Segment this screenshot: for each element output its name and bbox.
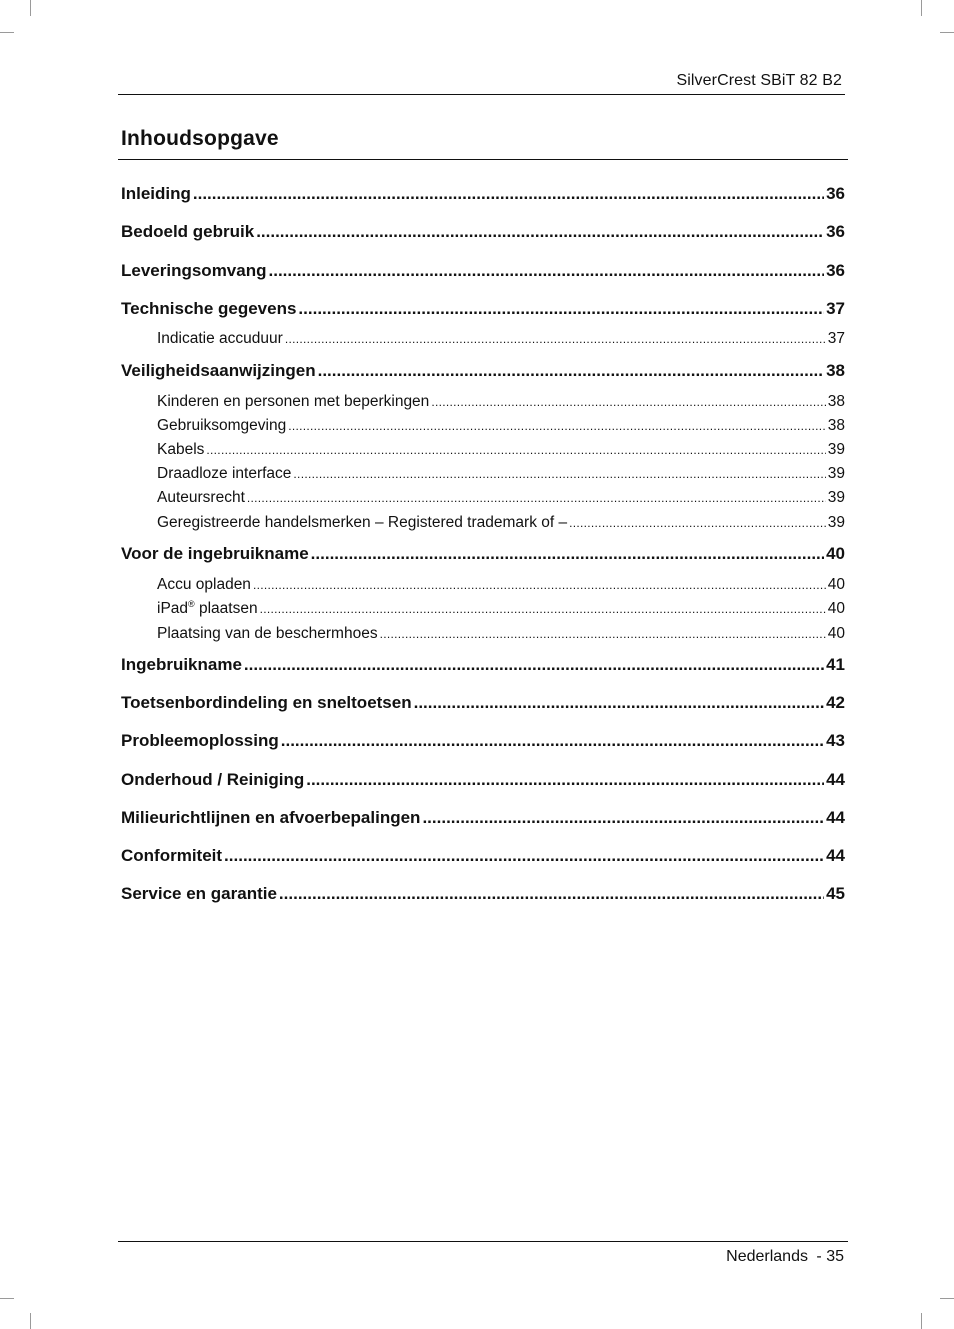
toc-leader [422, 807, 824, 829]
toc-label: Voor de ingebruikname [121, 544, 309, 563]
toc-label: Leveringsomvang [121, 261, 267, 280]
toc-leader [281, 730, 824, 752]
toc-page: 39 [827, 489, 845, 506]
toc-page: 36 [826, 222, 845, 241]
toc-page: 39 [827, 465, 845, 482]
toc-label: Bedoeld gebruik [121, 222, 255, 241]
toc-page: 42 [826, 693, 845, 712]
toc-entry-ingebruikname[interactable] [121, 654, 845, 676]
running-header: SilverCrest SBiT 82 B2 [676, 72, 842, 89]
toc-entry-gebruiksomgeving[interactable] [157, 416, 845, 436]
toc-leader [260, 599, 826, 619]
toc-entry-conformiteit[interactable] [121, 845, 845, 867]
toc-entry-auteursrecht[interactable] [157, 488, 845, 508]
toc-entry-service-en-garantie[interactable] [121, 883, 845, 905]
toc-page: 38 [826, 361, 845, 380]
toc-leader [224, 845, 824, 867]
toc-label: Inleiding [121, 184, 191, 203]
toc-label: Draadloze interface [157, 465, 292, 482]
crop-mark [940, 32, 954, 33]
toc-leader [244, 654, 824, 676]
toc-leader [318, 360, 824, 382]
toc-label: Toetsenbordindeling en sneltoetsen [121, 693, 412, 712]
toc-label: Veiligheidsaanwijzingen [121, 361, 316, 380]
toc-label: Gebruiksomgeving [157, 417, 287, 434]
toc-leader [380, 624, 826, 644]
toc-entry-accu-opladen[interactable] [157, 575, 845, 595]
toc-page: 44 [826, 770, 845, 789]
toc-label: Indicatie accuduur [157, 330, 283, 347]
toc-leader [298, 298, 824, 320]
toc-label: Kabels [157, 441, 205, 458]
toc-label: Technische gegevens [121, 299, 297, 318]
toc-label [157, 599, 258, 619]
toc-page: 37 [826, 299, 845, 318]
toc-page: 44 [826, 846, 845, 865]
toc-leader [569, 513, 826, 533]
toc-entry-kabels[interactable] [157, 440, 845, 460]
crop-mark [921, 0, 922, 16]
toc-entry-beschermhoes[interactable] [157, 624, 845, 644]
toc-leader [306, 769, 824, 791]
toc-page: 38 [827, 393, 845, 410]
toc-leader [279, 883, 824, 905]
toc-entry-probleemoplossing[interactable] [121, 730, 845, 752]
toc-leader [256, 221, 824, 243]
toc-entry-toetsenbordindeling[interactable] [121, 692, 845, 714]
crop-mark [940, 1298, 954, 1299]
toc-entry-indicatie-accuduur[interactable] [157, 329, 845, 349]
crop-mark [0, 1298, 14, 1299]
toc-page: 45 [826, 884, 845, 903]
toc-label: Geregistreerde handelsmerken – Registered trademark of – [157, 514, 568, 531]
crop-mark [0, 32, 14, 33]
toc-leader [288, 416, 826, 436]
toc-page: 44 [826, 808, 845, 827]
toc-leader [193, 183, 824, 205]
toc-entry-technische-gegevens[interactable] [121, 298, 845, 320]
page-number: 35 [826, 1248, 844, 1265]
title-rule [118, 159, 848, 160]
toc-label: Probleemoplossing [121, 731, 279, 750]
crop-mark [30, 1313, 31, 1329]
toc-entry-milieurichtlijnen[interactable] [121, 807, 845, 829]
toc-label: Milieurichtlijnen en afvoerbepalingen [121, 808, 421, 827]
toc-leader [311, 543, 824, 565]
toc-leader [431, 392, 825, 412]
toc-entry-handelsmerken[interactable] [157, 513, 845, 533]
toc-label: Ingebruikname [121, 655, 242, 674]
toc-leader [206, 440, 825, 460]
toc-leader [247, 488, 826, 508]
toc-page: 40 [826, 544, 845, 563]
toc-leader [269, 260, 825, 282]
footer-separator: - [816, 1248, 822, 1265]
header-rule [118, 94, 845, 95]
toc-leader [253, 575, 826, 595]
toc-page: 40 [827, 600, 845, 617]
toc-entry-kinderen[interactable] [157, 392, 845, 412]
toc-entry-onderhoud[interactable] [121, 769, 845, 791]
toc-page: 41 [826, 655, 845, 674]
toc-label: Plaatsing van de beschermhoes [157, 625, 378, 642]
toc-page: 40 [827, 576, 845, 593]
toc-entry-ipad-plaatsen[interactable] [157, 599, 845, 619]
page-title: Inhoudsopgave [121, 127, 279, 150]
footer-rule [118, 1241, 848, 1242]
toc-entry-inleiding[interactable] [121, 183, 845, 205]
toc-entry-bedoeld-gebruik[interactable] [121, 221, 845, 243]
toc-entry-voor-de-ingebruikname[interactable] [121, 543, 845, 565]
registered-mark: ® [188, 599, 195, 609]
toc-page: 36 [826, 184, 845, 203]
toc-label: Accu opladen [157, 576, 251, 593]
toc-leader [293, 464, 825, 484]
toc-page: 43 [826, 731, 845, 750]
toc-page: 39 [827, 514, 845, 531]
toc-page: 38 [827, 417, 845, 434]
toc-label-rest: plaatsen [194, 600, 258, 617]
crop-mark [30, 0, 31, 16]
toc-leader [285, 329, 826, 349]
footer-language: Nederlands [726, 1248, 808, 1265]
toc-entry-veiligheidsaanwijzingen[interactable] [121, 360, 845, 382]
toc-leader [414, 692, 824, 714]
toc-page: 39 [827, 441, 845, 458]
toc-label: Conformiteit [121, 846, 223, 865]
toc-entry-draadloze-interface[interactable] [157, 464, 845, 484]
toc-page: 36 [826, 261, 845, 280]
toc-entry-leveringsomvang[interactable] [121, 260, 845, 282]
crop-mark [921, 1313, 922, 1329]
toc-page: 40 [827, 625, 845, 642]
toc-label: Auteursrecht [157, 489, 245, 506]
running-footer [726, 1246, 844, 1268]
toc-label: Service en garantie [121, 884, 277, 903]
toc-page: 37 [827, 330, 845, 347]
toc-label: Onderhoud / Reiniging [121, 770, 305, 789]
toc-label: Kinderen en personen met beperkingen [157, 393, 430, 410]
toc-label-main: iPad [157, 600, 189, 617]
